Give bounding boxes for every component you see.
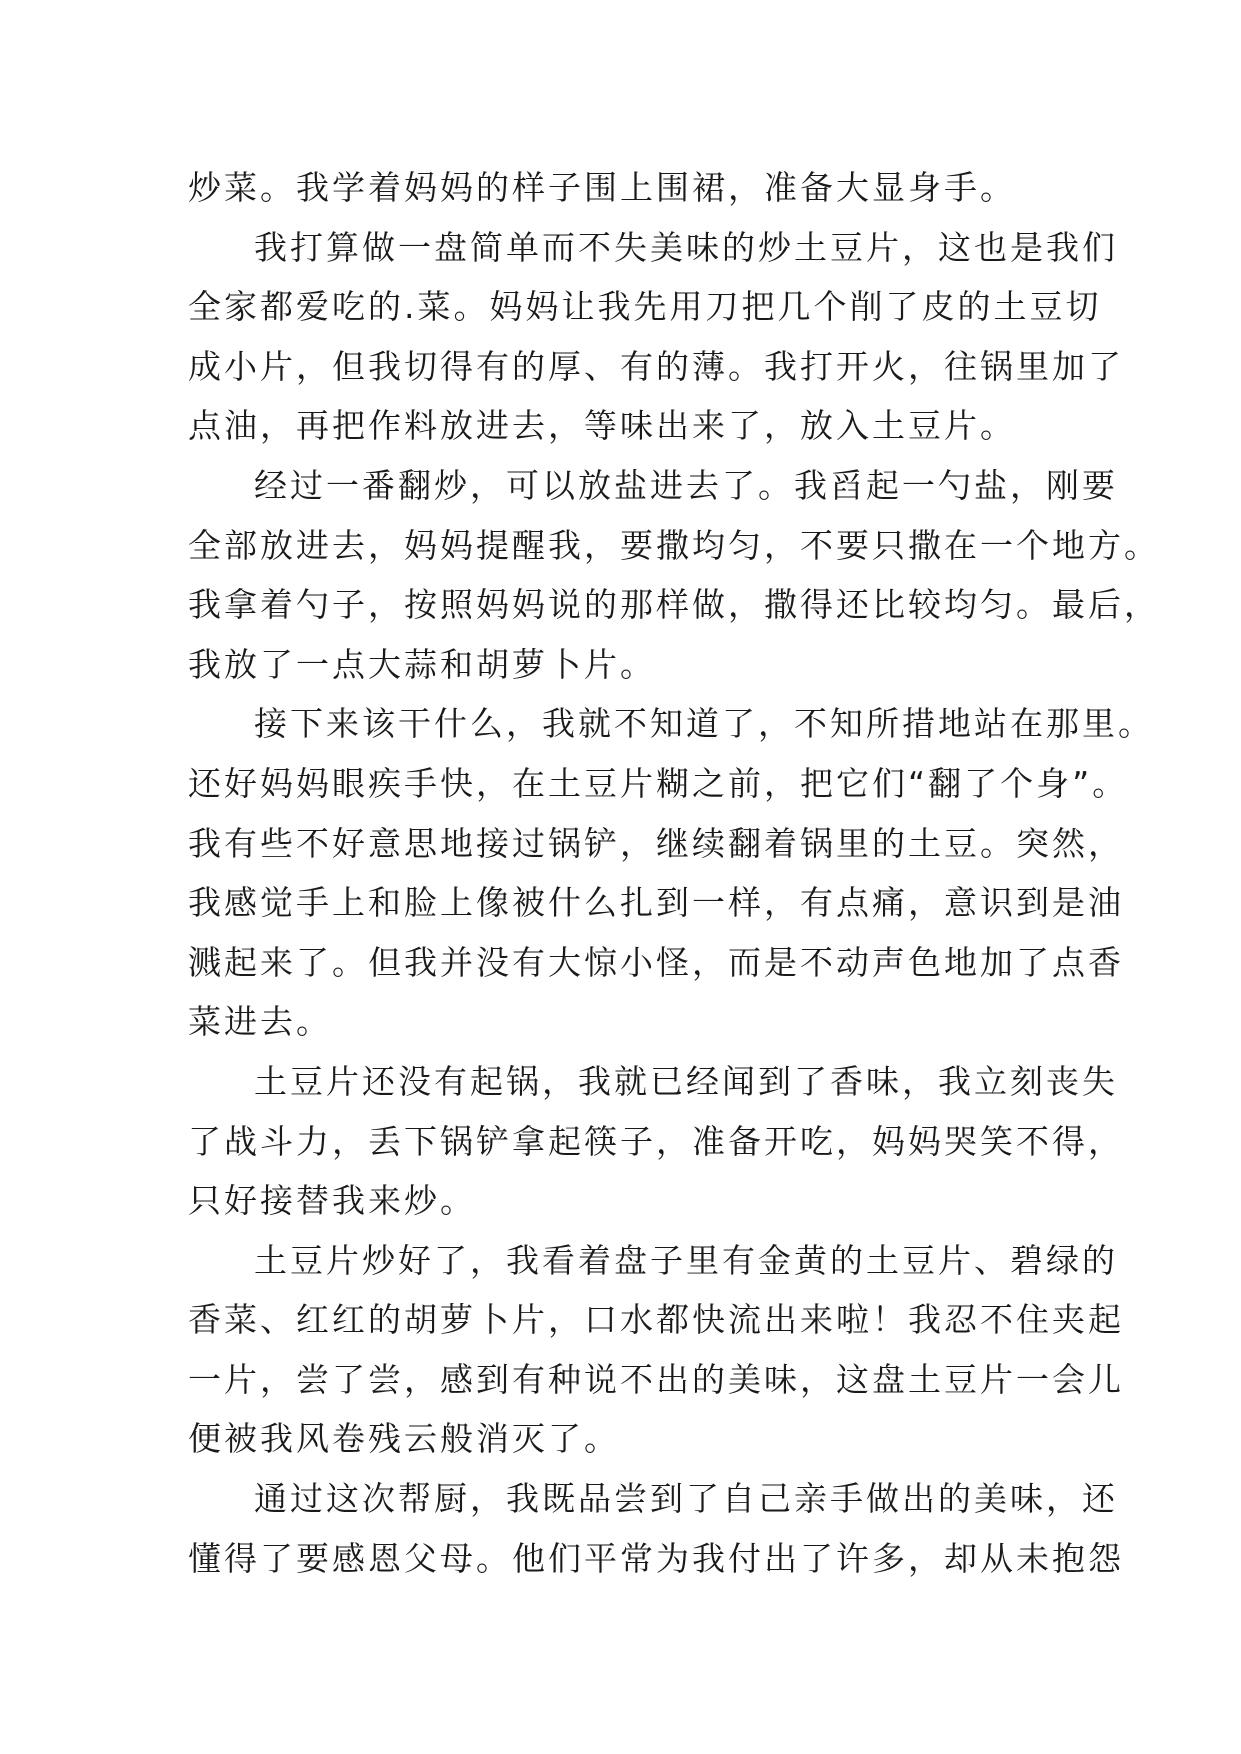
text-line: 香菜、红红的胡萝卜片，口水都快流出来啦！我忍不住夹起 <box>188 1300 1124 1340</box>
text-line: 只好接替我来炒。 <box>188 1181 476 1221</box>
text-line: 了战斗力，丢下锅铲拿起筷子，准备开吃，妈妈哭笑不得， <box>188 1121 1124 1161</box>
text-line: 土豆片炒好了，我看着盘子里有金黄的土豆片、碧绿的 <box>254 1240 1118 1280</box>
text-line: 经过一番翻炒，可以放盐进去了。我舀起一勺盐，刚要 <box>254 465 1118 505</box>
text-line: 全家都爱吃的.菜。妈妈让我先用刀把几个削了皮的土豆切 <box>188 287 1102 327</box>
text-line: 成小片，但我切得有的厚、有的薄。我打开火，往锅里加了 <box>188 346 1124 386</box>
text-line: 接下来该干什么，我就不知道了，不知所措地站在那里。 <box>254 704 1154 744</box>
text-line: 我放了一点大蒜和胡萝卜片。 <box>188 644 656 684</box>
text-line: 我拿着勺子，按照妈妈说的那样做，撒得还比较均匀。最后， <box>188 585 1160 625</box>
text-line: 还好妈妈眼疾手快，在土豆片糊之前，把它们“翻了个身”。 <box>188 763 1129 803</box>
text-line: 我感觉手上和脸上像被什么扎到一样，有点痛，意识到是油 <box>188 883 1124 923</box>
text-line: 一片，尝了尝，感到有种说不出的美味，这盘土豆片一会儿 <box>188 1359 1124 1399</box>
text-line: 炒菜。我学着妈妈的样子围上围裙，准备大显身手。 <box>188 168 1016 207</box>
text-line: 溅起来了。但我并没有大惊小怪，而是不动声色地加了点香 <box>188 942 1124 982</box>
text-line: 我打算做一盘简单而不失美味的炒土豆片，这也是我们 <box>254 227 1118 267</box>
text-line: 懂得了要感恩父母。他们平常为我付出了许多，却从未抱怨 <box>188 1538 1124 1578</box>
essay-text <box>188 158 1160 1588</box>
text-line: 点油，再把作料放进去，等味出来了，放入土豆片。 <box>188 406 1016 446</box>
text-line: 土豆片还没有起锅，我就已经闻到了香味，我立刻丧失 <box>254 1061 1118 1101</box>
text-line: 我有些不好意思地接过锅铲，继续翻着锅里的土豆。突然， <box>188 823 1124 863</box>
text-line: 全部放进去，妈妈提醒我，要撒均匀，不要只撒在一个地方。 <box>188 525 1160 565</box>
text-line: 菜进去。 <box>188 1002 332 1042</box>
text-line: 通过这次帮厨，我既品尝到了自己亲手做出的美味，还 <box>254 1479 1118 1519</box>
text-line: 便被我风卷残云般消灭了。 <box>188 1419 620 1459</box>
